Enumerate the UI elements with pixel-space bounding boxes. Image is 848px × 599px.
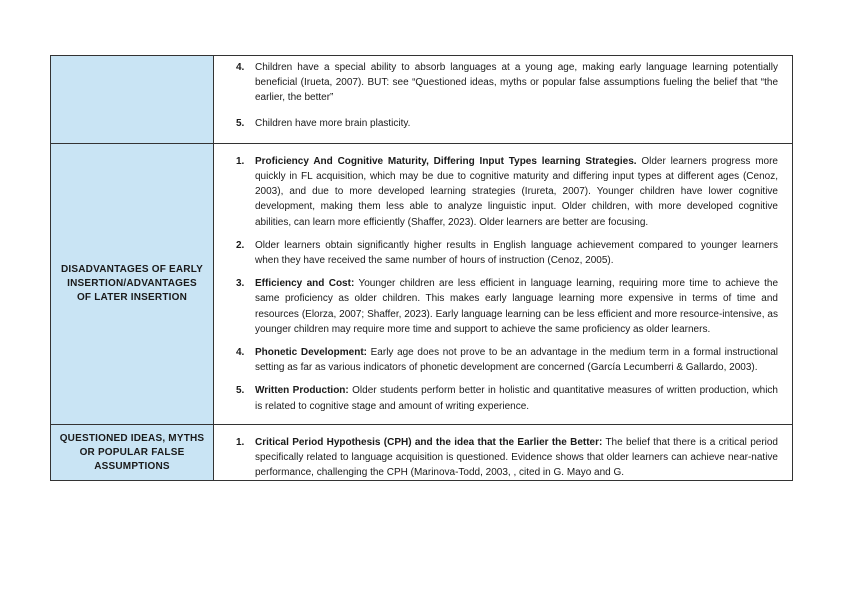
item-text: Older learners progress more quickly in FL acquisition, which may be due to cognitive maturity and differing input types at different ages (Cenoz, 2003), and due to more developed learning strategies (Irureta, 2007). Younger children have lower cognitive development, making them less able to analyze linguistic input. Older children, with more developed cognitive abilities, can learn more efficiently (Shaffer, 2023). Older learners are better are focusing.: [255, 155, 778, 228]
item-number: 1.: [236, 155, 245, 167]
list-item: [236, 60, 778, 106]
item-number: 5.: [236, 385, 245, 397]
item-lead: Written Production:: [255, 385, 349, 397]
item-number: 2.: [236, 239, 245, 251]
comparison-table: [50, 55, 793, 481]
item-number: 4.: [236, 62, 245, 73]
list-item: [236, 276, 778, 337]
content-cell: [214, 143, 793, 424]
item-lead: Proficiency And Cognitive Maturity, Differing Input Types learning Strategies.: [255, 155, 637, 167]
list-item: [236, 383, 778, 413]
item-text: Younger children are less efficient in language learning, requiring more time to achieve the same proficiency as older children. This makes early language learning more expensive in terms of time and resources (Elorza, 2007; Shaffer, 2023). Early language learning can be less efficient and more resource-intensive, as younger children may require more time and support to achieve the same proficiency as older learners.: [255, 278, 778, 335]
list-item: [236, 238, 778, 268]
list-item: [236, 116, 778, 131]
category-label: DISADVANTAGES OF EARLY INSERTION/ADVANTAGES OF LATER INSERTION: [60, 264, 203, 303]
list-item: [236, 154, 778, 230]
item-list: [236, 435, 778, 481]
category-label: QUESTIONED IDEAS, MYTHS OR POPULAR FALSE ASSUMPTIONS: [59, 432, 205, 472]
item-text: Children have more brain plasticity.: [255, 117, 411, 129]
item-text: Older learners obtain significantly higher results in English language achievement compared to younger learners when they have received the same number of hours of instruction (Cenoz, 2005).: [255, 239, 778, 267]
item-lead: Phonetic Development:: [255, 347, 367, 359]
item-number: 3.: [236, 278, 245, 290]
item-list: [236, 154, 778, 414]
item-text: Older students perform better in holistic and quantitative measures of written production, which is related to cognitive stage and amount of writing experience.: [255, 385, 778, 412]
item-lead: Critical Period Hypothesis (CPH) and the idea that the Earlier the Better:: [255, 436, 603, 448]
content-cell: [214, 424, 793, 481]
list-item: [236, 345, 778, 375]
table-row-disadvantages: [51, 143, 793, 424]
item-number: 1.: [236, 436, 245, 448]
item-text: Early age does not prove to be an advantage in the medium term in a formal instructional setting as far as various indicators of phonetic development are concerned (García Lecumberri & Gallardo, 2003).: [255, 347, 778, 374]
table-row-early-advantages: [51, 56, 793, 144]
category-cell: [51, 424, 214, 481]
table-row-questioned-ideas: [51, 424, 793, 481]
item-list: [236, 60, 778, 131]
category-cell: [51, 56, 214, 144]
item-number: 4.: [236, 347, 245, 359]
category-cell: [51, 143, 214, 424]
item-number: 5.: [236, 117, 245, 129]
list-item: [236, 435, 778, 481]
item-lead: Efficiency and Cost:: [255, 278, 355, 290]
content-cell: [214, 56, 793, 144]
item-text: The belief that there is a critical period specifically related to language acquisition is questioned. Evidence shows that older learners can achieve near-native performance, challenging the CPH (Marinova-Todd, 2003, , cited in G. Mayo and G.: [255, 436, 778, 479]
item-text: Children have a special ability to absorb languages at a young age, making early language learning potentially beneficial (Irueta, 2007). BUT: see “Questioned ideas, myths or popular false assumptions fueling the belief that “the earlier, the better”: [255, 62, 778, 104]
